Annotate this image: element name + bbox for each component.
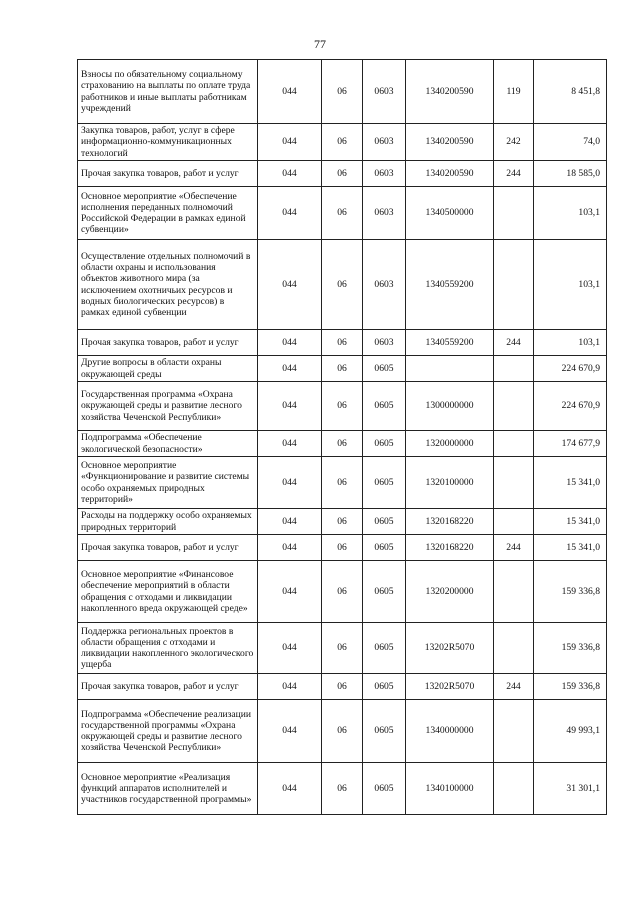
section-code: 06 [322,356,363,382]
target-article-code: 1340559200 [406,240,494,330]
expense-type-code: 119 [494,60,534,124]
target-article-code: 1300000000 [406,382,494,431]
subsection-code: 0605 [363,457,406,509]
table-row [78,187,607,240]
table-row [78,674,607,700]
subsection-code: 0605 [363,356,406,382]
target-article-code: 13202R5070 [406,623,494,674]
page-number: 77 [314,37,326,51]
ministry-code: 044 [258,187,322,240]
section-code: 06 [322,382,363,431]
expense-type-code [494,240,534,330]
table-row [78,124,607,161]
section-code: 06 [322,561,363,623]
amount-value: 174 677,9 [534,431,607,457]
table-row [78,240,607,330]
section-code: 06 [322,457,363,509]
row-name: Государственная программа «Охрана окружающей среды и развитие лесного хозяйства Чеченской Республики» [78,382,258,431]
section-code: 06 [322,187,363,240]
ministry-code: 044 [258,382,322,431]
table-row [78,561,607,623]
table-body [78,60,607,815]
expense-type-code: 242 [494,124,534,161]
section-code: 06 [322,700,363,763]
amount-value: 159 336,8 [534,623,607,674]
table-row [78,700,607,763]
ministry-code: 044 [258,330,322,356]
ministry-code: 044 [258,700,322,763]
row-name: Взносы по обязательному социальному страхованию на выплаты по оплате труда работников и иные выплаты работникам учреждений [78,60,258,124]
amount-value: 8 451,8 [534,60,607,124]
section-code: 06 [322,124,363,161]
table-row [78,60,607,124]
table-row [78,431,607,457]
expense-type-code [494,561,534,623]
ministry-code: 044 [258,240,322,330]
ministry-code: 044 [258,431,322,457]
expense-type-code [494,509,534,535]
expense-type-code: 244 [494,161,534,187]
expense-type-code [494,763,534,815]
subsection-code: 0603 [363,161,406,187]
row-name: Основное мероприятие «Финансовое обеспечение мероприятий в области обращения с отходами и ликвидации накопленного вреда окружающей среде» [78,561,258,623]
section-code: 06 [322,330,363,356]
subsection-code: 0603 [363,124,406,161]
amount-value: 49 993,1 [534,700,607,763]
amount-value: 15 341,0 [534,509,607,535]
subsection-code: 0603 [363,187,406,240]
section-code: 06 [322,431,363,457]
target-article-code: 1340200590 [406,124,494,161]
target-article-code: 1340200590 [406,161,494,187]
expense-type-code [494,623,534,674]
row-name: Поддержка региональных проектов в области обращения с отходами и ликвидации накопленного экологического ущерба [78,623,258,674]
row-name: Основное мероприятие «Реализация функций аппаратов исполнителей и участников государственной программы» [78,763,258,815]
amount-value: 103,1 [534,240,607,330]
target-article-code: 1320100000 [406,457,494,509]
expense-type-code: 244 [494,535,534,561]
subsection-code: 0605 [363,700,406,763]
amount-value: 159 336,8 [534,674,607,700]
subsection-code: 0605 [363,763,406,815]
row-name: Прочая закупка товаров, работ и услуг [78,330,258,356]
row-name: Прочая закупка товаров, работ и услуг [78,161,258,187]
table-row [78,457,607,509]
ministry-code: 044 [258,763,322,815]
section-code: 06 [322,623,363,674]
row-name: Другие вопросы в области охраны окружающей среды [78,356,258,382]
target-article-code: 1320168220 [406,509,494,535]
section-code: 06 [322,674,363,700]
row-name: Подпрограмма «Обеспечение экологической безопасности» [78,431,258,457]
section-code: 06 [322,509,363,535]
ministry-code: 044 [258,161,322,187]
ministry-code: 044 [258,535,322,561]
ministry-code: 044 [258,60,322,124]
table-row [78,535,607,561]
amount-value: 103,1 [534,187,607,240]
expense-type-code [494,700,534,763]
table-row [78,382,607,431]
expense-type-code [494,187,534,240]
subsection-code: 0605 [363,561,406,623]
amount-value: 15 341,0 [534,535,607,561]
subsection-code: 0603 [363,60,406,124]
ministry-code: 044 [258,457,322,509]
row-name: Закупка товаров, работ, услуг в сфере информационно-коммуникационных технологий [78,124,258,161]
ministry-code: 044 [258,356,322,382]
row-name: Расходы на поддержку особо охраняемых природных территорий [78,509,258,535]
amount-value: 31 301,1 [534,763,607,815]
ministry-code: 044 [258,124,322,161]
table-row [78,509,607,535]
section-code: 06 [322,535,363,561]
subsection-code: 0605 [363,535,406,561]
table-row [78,330,607,356]
row-name: Прочая закупка товаров, работ и услуг [78,535,258,561]
amount-value: 224 670,9 [534,382,607,431]
amount-value: 15 341,0 [534,457,607,509]
section-code: 06 [322,161,363,187]
amount-value: 18 585,0 [534,161,607,187]
expense-type-code: 244 [494,330,534,356]
subsection-code: 0605 [363,431,406,457]
section-code: 06 [322,763,363,815]
amount-value: 74,0 [534,124,607,161]
target-article-code: 1320200000 [406,561,494,623]
row-name: Подпрограмма «Обеспечение реализации государственной программы «Охрана окружающей среды и развитие лесного хозяйства Чеченской Республики» [78,700,258,763]
amount-value: 159 336,8 [534,561,607,623]
target-article-code: 1340000000 [406,700,494,763]
target-article-code: 1340500000 [406,187,494,240]
table-row [78,161,607,187]
expense-type-code [494,356,534,382]
expense-type-code [494,382,534,431]
target-article-code: 13202R5070 [406,674,494,700]
table-row [78,356,607,382]
subsection-code: 0605 [363,509,406,535]
target-article-code: 1340200590 [406,60,494,124]
subsection-code: 0603 [363,330,406,356]
subsection-code: 0605 [363,382,406,431]
table-row [78,763,607,815]
ministry-code: 044 [258,674,322,700]
section-code: 06 [322,60,363,124]
target-article-code: 1340559200 [406,330,494,356]
ministry-code: 044 [258,509,322,535]
expense-type-code [494,431,534,457]
expense-type-code [494,457,534,509]
table-row [78,623,607,674]
row-name: Осуществление отдельных полномочий в области охраны и использования объектов животного мира (за исключением охотничьих ресурсов и водных биологических ресурсов) в рамках единой субвенции [78,240,258,330]
target-article-code [406,356,494,382]
row-name: Прочая закупка товаров, работ и услуг [78,674,258,700]
section-code: 06 [322,240,363,330]
subsection-code: 0603 [363,240,406,330]
target-article-code: 1320168220 [406,535,494,561]
ministry-code: 044 [258,623,322,674]
subsection-code: 0605 [363,623,406,674]
row-name: Основное мероприятие «Функционирование и развитие системы особо охраняемых природных территорий» [78,457,258,509]
target-article-code: 1340100000 [406,763,494,815]
ministry-code: 044 [258,561,322,623]
amount-value: 103,1 [534,330,607,356]
budget-table [77,59,607,815]
row-name: Основное мероприятие «Обеспечение исполнения переданных полномочий Российской Федерации в рамках единой субвенции» [78,187,258,240]
subsection-code: 0605 [363,674,406,700]
amount-value: 224 670,9 [534,356,607,382]
target-article-code: 1320000000 [406,431,494,457]
expense-type-code: 244 [494,674,534,700]
